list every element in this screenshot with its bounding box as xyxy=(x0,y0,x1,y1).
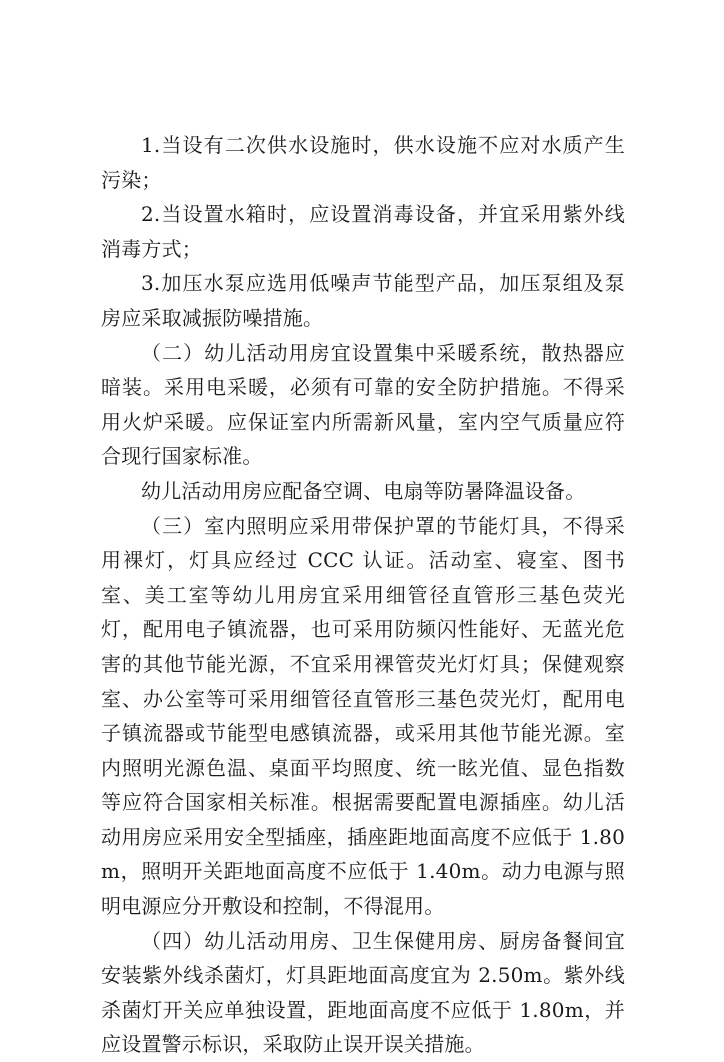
paragraph-uv-lamp: （四）幼儿活动用房、卫生保健用房、厨房备餐间宜安装紫外线杀菌灯，灯具距地面高度宜为 2.50m。紫外线杀菌灯开关应单独设置，距地面高度不应低于 1.80m，并应设置警示标识，采取防止误开误关措施。 xyxy=(101,928,625,1057)
paragraph-heating: （二）幼儿活动用房宜设置集中采暖系统，散热器应暗装。采用电采暖，必须有可靠的安全防护措施。不得采用火炉采暖。应保证室内所需新风量，室内空气质量应符合现行国家标准。 xyxy=(101,340,625,469)
paragraph-water-pollution: 1.当设有二次供水设施时，供水设施不应对水质产生污染； xyxy=(101,133,625,192)
paragraph-cooling: 幼儿活动用房应配备空调、电扇等防暑降温设备。 xyxy=(141,478,586,503)
paragraph-lighting: （三）室内照明应采用带保护罩的节能灯具，不得采用裸灯，灯具应经过 CCC 认证。活动室、寝室、图书室、美工室等幼儿用房宜采用细管径直管形三基色荧光灯，配用电子镇流器，也可采用防频闪性能好、无蓝光危害的其他节能光源，不宜采用裸管荧光灯灯具；保健观察室、办公室等可采用细管径直管形三基色荧光灯，配用电子镇流器或节能型电感镇流器，或采用其他节能光源。室内照明光源色温、桌面平均照度、统一眩光值、显色指数等应符合国家相关标准。根据需要配置电源插座。幼儿活动用房应采用安全型插座，插座距地面高度不应低于 1.80m，照明开关距地面高度不应低于 1.40m。动力电源与照明电源应分开敷设和控制，不得混用。 xyxy=(101,513,625,919)
paragraph-pump: 3.加压水泵应选用低噪声节能型产品，加压泵组及泵房应采取减振防噪措施。 xyxy=(101,271,625,330)
paragraph-water-tank: 2.当设置水箱时，应设置消毒设备，并宜采用紫外线消毒方式； xyxy=(101,202,625,261)
document-body xyxy=(101,128,625,1062)
